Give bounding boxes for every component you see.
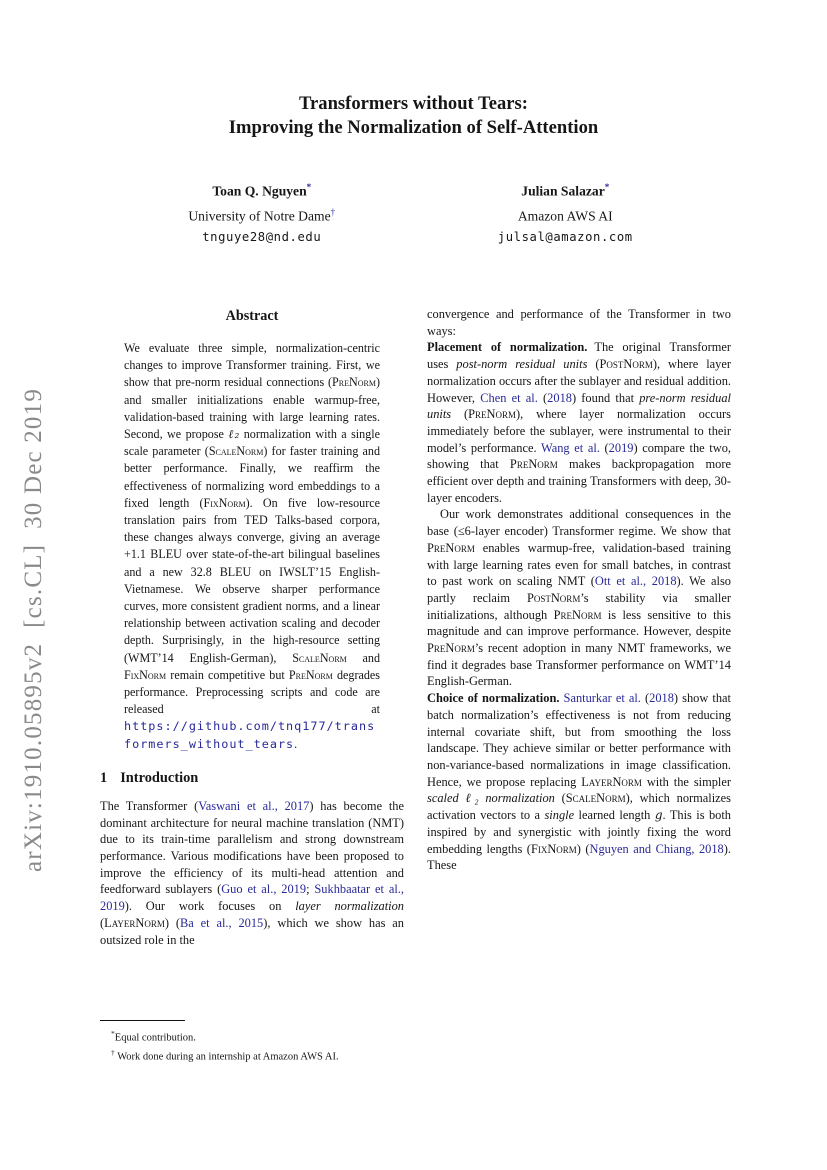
author-2-email: julsal@amazon.com — [497, 230, 633, 245]
text-run: makes backpropagation more efficient over depth and training Transformers with deep, 30-layer encoders. — [427, 457, 731, 505]
text-run: ) found that — [571, 390, 640, 405]
text-run: with the simpler — [641, 774, 731, 789]
text-run: ( — [100, 915, 105, 930]
text-run: ), which normalizes activation vectors to a — [427, 791, 731, 823]
text-run: ( — [599, 440, 609, 455]
footnote-1-text: Equal contribution. — [114, 1032, 196, 1044]
author-2-affiliation — [414, 202, 718, 227]
text-run: FixNorm — [530, 841, 577, 856]
footnote-2-text: Work done during an internship at Amazon AWS AI. — [114, 1051, 339, 1063]
title-line-2: Improving the Normalization of Self-Attention — [228, 116, 599, 138]
text-run: ( — [451, 407, 469, 422]
text-run: ; — [306, 882, 315, 897]
text-run: layer normalization — [295, 899, 404, 914]
author-2-name — [414, 177, 718, 202]
text-run: PostNorm — [526, 590, 581, 605]
text-run: pre-norm residual units — [427, 390, 731, 422]
text-run: ). These — [427, 841, 731, 873]
citation-link[interactable]: Sukhbaatar et al., 2019 — [100, 882, 404, 914]
footnote-dagger: † — [111, 1048, 115, 1058]
text-run: ’s stability via smaller initializations, although — [427, 590, 731, 622]
text-run: ) for faster training and better performance. Finally, we reaffirm the effectiveness of normalizing word embeddings to a fixed length ( — [124, 444, 380, 510]
text-run: ) has become the dominant architecture for neural machine translation (NMT) due to its train-time parallelism and strong downstream performance. Various modifications have been proposed to improve the efficiency of its multi-head attention and feedforward sublayers ( — [100, 798, 404, 897]
text-run: The original Transformer uses — [427, 340, 731, 372]
text-run: is less sensitive to this magnitude and can improve performance. However, despite — [427, 607, 731, 639]
text-run: and — [346, 650, 380, 665]
text-run: Placement of normalization. — [427, 340, 588, 355]
text-run: The Transformer ( — [100, 798, 199, 813]
code-url-link[interactable]: https://github.com/tnq177/transformers_without_tears — [124, 719, 376, 751]
citation-link[interactable]: Wang et al. — [541, 440, 600, 455]
text-run: g — [654, 808, 663, 823]
abstract-heading: Abstract — [225, 308, 279, 324]
text-run: PostNorm — [599, 357, 653, 372]
text-run: Choice of normalization. — [427, 691, 560, 706]
text-run: ( — [554, 791, 566, 806]
text-run: PreNorm — [288, 667, 333, 682]
author-block — [110, 177, 717, 248]
citation-link[interactable]: Chen et al. — [480, 390, 538, 405]
text-run: ( — [537, 390, 548, 405]
text-run: ( — [640, 691, 650, 706]
text-run: Our work demonstrates additional consequences in the base (≤6-layer encoder) Transformer regime. We show that — [427, 507, 731, 539]
citation-link[interactable]: 2018 — [649, 691, 674, 706]
text-run: ). We also partly reclaim — [427, 574, 731, 605]
left-column — [100, 306, 404, 1066]
text-run: LayerNorm — [581, 774, 642, 789]
text-run: scaled ℓ₂ normalization — [427, 791, 555, 806]
two-column-body — [100, 306, 731, 1066]
text-run: FixNorm — [203, 495, 246, 510]
text-run: PreNorm — [468, 407, 516, 422]
text-run: ℓ₂ — [228, 427, 240, 442]
text-run: PreNorm — [332, 375, 376, 390]
author-1-name — [110, 177, 414, 202]
section-number: 1 — [100, 769, 108, 786]
text-run: enables warmup-free, validation-based training with large learning rates even for small batches, in contrast to past work on scaling NMT ( — [427, 540, 731, 589]
text-run: ), which we show has an outsized role in the — [100, 915, 404, 947]
text-run: ), where layer normalization occurs immediately before the sublayer, were instrumental to their model’s performance. — [427, 407, 731, 455]
text-run: We evaluate three simple, normalization-centric changes to improve Transformer training. First, we show that pre-norm residual connections ( — [124, 341, 380, 390]
footnote-equal-contribution — [100, 1027, 410, 1046]
text-run: ). Our work focuses on — [124, 899, 296, 914]
text-run: ScaleNorm — [292, 650, 347, 665]
title-line-1: Transformers without Tears: — [299, 93, 528, 114]
text-run: . This is both inspired by and synergistic with jointly fixing the word embedding lengths ( — [427, 808, 731, 856]
text-run: . — [294, 736, 298, 751]
text-run: learned length — [574, 808, 655, 823]
author-1-name-text: Toan Q. Nguyen — [212, 183, 307, 199]
text-run: ) ( — [576, 841, 590, 856]
text-run: normalization with a single scale parameter ( — [124, 427, 380, 459]
author-2-asterisk: * — [604, 182, 610, 192]
text-run: LayerNorm — [104, 915, 165, 930]
paragraph-two-ways — [427, 306, 731, 339]
footnote-rule — [100, 1020, 185, 1021]
text-run: ) show that batch normalization’s effectiveness is not from reducing internal covariate shift, but from smoothing the loss landscape. They achieve similar or better performance with non-variance-based normalizations in image classification. Hence, we propose replacing — [427, 691, 731, 789]
text-run: post-norm residual units — [456, 357, 588, 372]
text-run: FixNorm — [124, 667, 167, 682]
right-column — [427, 306, 731, 1066]
text-run: ) and smaller initializations enable warmup-free, validation-based training with large learning rates. Second, we propose — [124, 375, 380, 442]
author-1-email: tnguye28@nd.edu — [202, 230, 322, 245]
text-run: ( — [587, 357, 600, 372]
section-heading-introduction — [100, 770, 404, 787]
paragraph-placement-of-normalization — [427, 339, 731, 506]
citation-link[interactable]: Vaswani et al., 2017 — [198, 798, 310, 813]
text-run: ’s recent adoption in many NMT frameworks, we find it degrades base Transformer performance on WMT’14 English-German. — [427, 641, 731, 689]
citation-link[interactable]: Guo et al., 2019 — [221, 882, 307, 897]
introduction-paragraph — [100, 798, 404, 948]
author-1-dagger: † — [330, 206, 336, 217]
citation-link[interactable]: Santurkar et al. — [563, 691, 641, 706]
author-2 — [414, 177, 718, 248]
text-run: ). On five low-resource translation pairs from TED Talks-based corpora, these changes always converge, giving an average +1.1 BLEU over state-of-the-art bilingual baselines and a new 32.8 BLEU on IWSLT’15 English-Vietnamese. We observe sharper performance curves, more consistent gradient norms, and a linear relationship between activation scaling and decoder depth. Surprisingly, in the high-resource setting (WMT’14 English-German), — [124, 495, 380, 665]
arxiv-watermark: arXiv:1910.05895v2 [cs.CL] 30 Dec 2019 — [20, 387, 47, 872]
text-run: ), where layer normalization occurs after the sublayer and residual addition. However, — [427, 357, 731, 405]
footnote-asterisk: * — [111, 1029, 115, 1038]
text-run: ScaleNorm — [208, 444, 264, 459]
text-run: ScaleNorm — [565, 791, 626, 806]
citation-link[interactable]: Nguyen and Chiang, 2018 — [589, 841, 724, 856]
citation-link[interactable]: 2018 — [547, 390, 572, 405]
citation-link[interactable]: Ba et al., 2015 — [179, 915, 264, 930]
text-run: PreNorm — [427, 540, 475, 555]
text-run: single — [544, 808, 575, 823]
text-run: ) ( — [164, 915, 180, 930]
footnote-internship — [100, 1046, 410, 1065]
citation-link[interactable]: 2019 — [608, 440, 634, 455]
text-run: PreNorm — [427, 641, 475, 656]
paragraph-our-work — [427, 506, 731, 690]
paper-title — [0, 0, 827, 139]
author-1-asterisk: * — [306, 182, 312, 192]
text-run: PreNorm — [553, 607, 602, 622]
author-1-affiliation-text: University of Notre Dame — [188, 208, 331, 224]
text-run: remain competitive but — [166, 667, 289, 682]
author-1 — [110, 177, 414, 248]
text-run: PreNorm — [509, 457, 558, 472]
paragraph-choice-of-normalization — [427, 690, 731, 874]
author-1-affiliation — [110, 202, 414, 227]
author-2-affiliation-text: Amazon AWS AI — [517, 208, 613, 224]
author-2-name-text: Julian Salazar — [521, 183, 605, 199]
section-title: Introduction — [120, 769, 199, 786]
text-run: convergence and performance of the Transformer in two ways: — [427, 307, 731, 338]
footnote-block — [100, 1020, 410, 1066]
citation-link[interactable]: Ott et al., 2018 — [594, 574, 677, 589]
abstract-paragraph — [100, 340, 404, 753]
text-run: ) compare the two, showing that — [427, 440, 731, 472]
text-run: degrades performance. Preprocessing scripts and code are released at — [124, 667, 380, 717]
